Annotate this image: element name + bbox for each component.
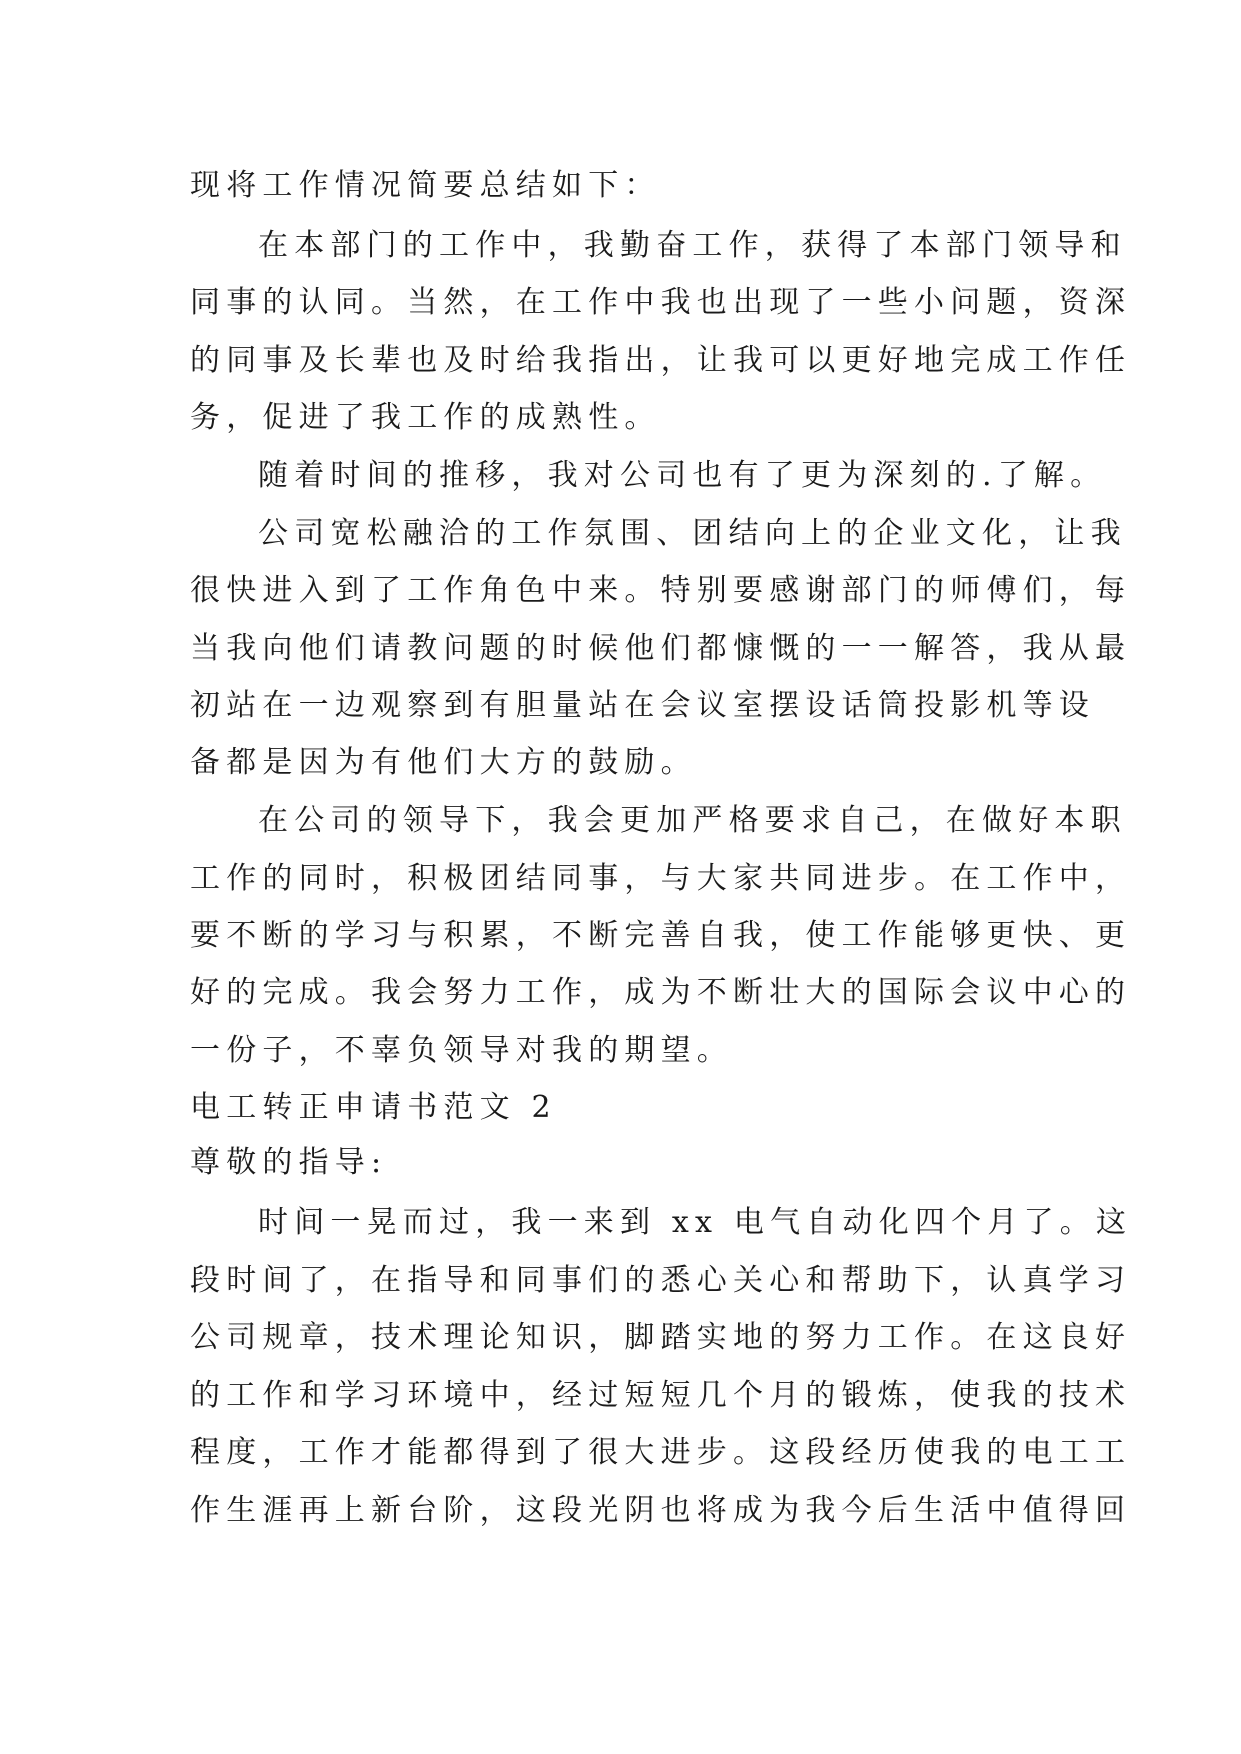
text-line: 同事的认同。当然，在工作中我也出现了一些小问题，资深 — [190, 285, 1132, 320]
text-line: 要不断的学习与积累，不断完善自我，使工作能够更快、更 — [190, 918, 1132, 953]
text-line: 很快进入到了工作角色中来。特别要感谢部门的师傅们，每 — [190, 573, 1132, 608]
text-line: 公司规章，技术理论知识，脚踏实地的努力工作。在这良好 — [190, 1320, 1132, 1355]
paragraph-start-line: 时间一晃而过，我一来到 xx 电气自动化四个月了。这 — [258, 1205, 1133, 1240]
paragraph-start-line: 公司宽松融洽的工作氛围、团结向上的企业文化，让我 — [258, 516, 1127, 551]
text-line: 工作的同时，积极团结同事，与大家共同进步。在工作中， — [190, 861, 1132, 896]
text-line: 初站在一边观察到有胆量站在会议室摆设话筒投影机等设 — [190, 688, 1095, 723]
text-line: 程度，工作才能都得到了很大进步。这段经历使我的电工工 — [190, 1435, 1132, 1470]
paragraph-start-line: 在本部门的工作中，我勤奋工作，获得了本部门领导和 — [258, 228, 1127, 263]
text-line: 备都是因为有他们大方的鼓励。 — [190, 745, 697, 780]
section-heading: 电工转正申请书范文 2 — [190, 1090, 557, 1125]
text-line: 务，促进了我工作的成熟性。 — [190, 400, 661, 435]
text-line: 好的完成。我会努力工作，成为不断壮大的国际会议中心的 — [190, 975, 1132, 1010]
paragraph-start-line: 随着时间的推移，我对公司也有了更为深刻的.了解。 — [258, 458, 1107, 493]
text-line: 作生涯再上新台阶，这段光阴也将成为我今后生活中值得回 — [190, 1493, 1132, 1528]
text-line: 的同事及长辈也及时给我指出，让我可以更好地完成工作任 — [190, 343, 1132, 378]
text-line: 的工作和学习环境中，经过短短几个月的锻炼，使我的技术 — [190, 1378, 1132, 1413]
paragraph-start-line: 在公司的领导下，我会更加严格要求自己，在做好本职 — [258, 803, 1127, 838]
text-line: 当我向他们请教问题的时候他们都慷慨的一一解答，我从最 — [190, 631, 1132, 666]
text-line: 段时间了，在指导和同事们的悉心关心和帮助下，认真学习 — [190, 1263, 1132, 1298]
salutation: 尊敬的指导: — [190, 1145, 388, 1180]
text-line: 一份子，不辜负领导对我的期望。 — [190, 1033, 733, 1068]
text-line: 现将工作情况简要总结如下： — [190, 168, 661, 203]
